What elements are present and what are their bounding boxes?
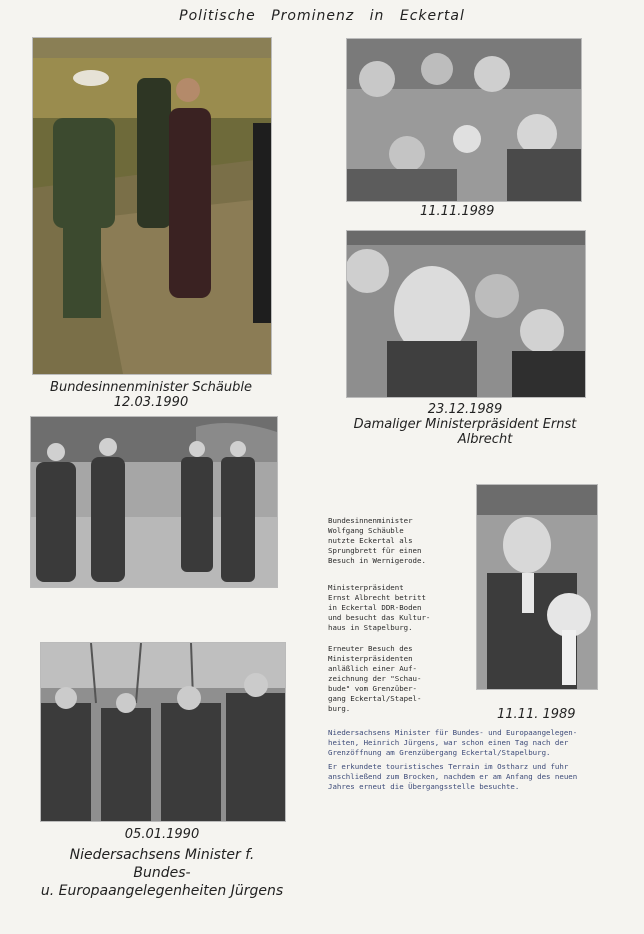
caption-juergens-title: Niedersachsens Minister f. Bundes- bbox=[69, 847, 255, 881]
date-flowers: 11.11. 1989 bbox=[497, 707, 576, 722]
photo-albrecht bbox=[346, 230, 586, 398]
photo-schaeuble bbox=[32, 37, 272, 375]
caption-albrecht-date: 23.12.1989 bbox=[427, 402, 503, 417]
date-crowd: 11.11.1989 bbox=[420, 204, 495, 219]
caption-juergens-date: 05.01.1990 bbox=[124, 827, 200, 842]
caption-albrecht-title: Damaliger Ministerpräsident Ernst bbox=[353, 417, 577, 432]
text-schaeuble: Bundesinnenminister Wolfgang Schäuble nutzte Eckertal als Sprungbrett für einen Besuch in Wernigerode. bbox=[328, 516, 426, 565]
text-juergens-2: Er erkundete touristisches Terrain im Ostharz und fuhr anschließend zum Brocken, nachdem er am Anfang des neuen Jahres erneut die Übergangsstelle besuchte. bbox=[328, 762, 578, 791]
caption-schaeuble bbox=[32, 380, 270, 410]
text-juergens-1: Niedersachsens Minister für Bundes- und Europaangelegen- heiten, Heinrich Jürgens, war schon einen Tag nach der Grenzöffnung am Grenzübergang Eckertal/Stapelburg. bbox=[328, 728, 578, 757]
caption-schaeuble-date: 12.03.1990 bbox=[113, 395, 189, 410]
page-title: Politische Prominenz in Eckertal bbox=[179, 8, 465, 24]
caption-juergens-name: u. Europaangelegenheiten Jürgens bbox=[40, 883, 284, 899]
caption-albrecht bbox=[346, 402, 584, 447]
text-schaubude: Erneuter Besuch des Ministerpräsidenten anläßlich einer Auf- zeichnung der "Schau- bude" vom Grenzüber- gang Eckertal/Stapel- burg. bbox=[328, 644, 422, 713]
caption-schaeuble-title: Bundesinnenminister Schäuble bbox=[50, 380, 252, 395]
photo-man-flowers bbox=[476, 484, 598, 690]
photo-crowd-greeting bbox=[346, 38, 582, 202]
photo-officials-helicopter bbox=[30, 416, 278, 588]
caption-albrecht-name: Albrecht bbox=[457, 432, 513, 447]
caption-juergens bbox=[40, 827, 284, 900]
text-albrecht-visit: Ministerpräsident Ernst Albrecht betritt in Eckertal DDR-Boden und besucht das Kultur- haus in Stapelburg. bbox=[328, 583, 431, 632]
photo-juergens bbox=[40, 642, 286, 822]
